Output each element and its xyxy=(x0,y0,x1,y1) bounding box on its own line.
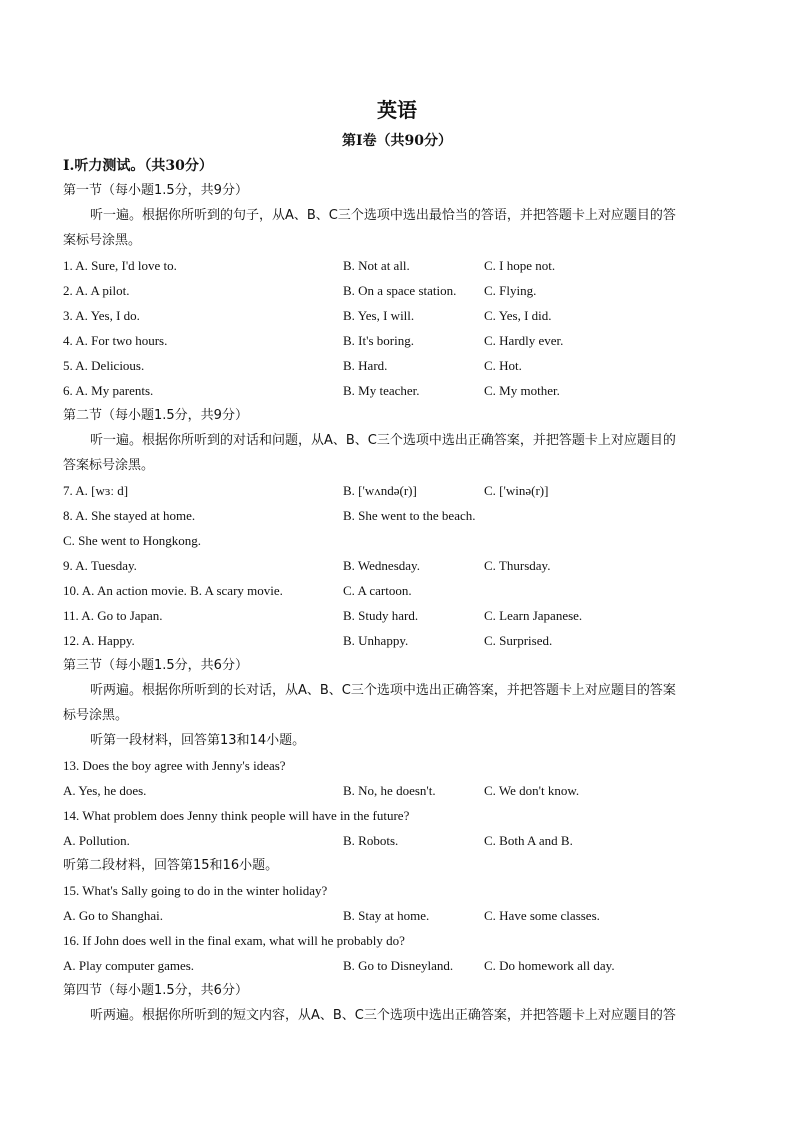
q2-option-b: B. On a space station. xyxy=(343,283,457,298)
q4-option-a: 4. A. For two hours. xyxy=(63,333,168,348)
q15-option-b: B. Stay at home. xyxy=(343,908,430,923)
q3-option-b: B. Yes, I will. xyxy=(343,308,415,323)
part1-heading: Ⅰ.听力测试。（共30分） xyxy=(63,158,213,174)
q1-option-a: 1. A. Sure, I'd love to. xyxy=(63,258,177,273)
q11-option-a: 11. A. Go to Japan. xyxy=(63,608,163,623)
q1-option-c: C. I hope not. xyxy=(484,258,556,273)
section3-instruction-line2: 标号涂黑。 xyxy=(63,708,129,723)
q5-option-a: 5. A. Delicious. xyxy=(63,358,145,373)
q6-option-c: C. My mother. xyxy=(484,383,560,398)
q2-option-a: 2. A. A pilot. xyxy=(63,283,130,298)
section3-title: 第三节（每小题1.5分，共6分） xyxy=(63,658,248,673)
q12-option-c: C. Surprised. xyxy=(484,633,553,648)
section2-instruction-line1: 听一遍。根据你所听到的对话和问题，从A、B、C三个选项中选出正确答案，并把答题卡上对应题目的 xyxy=(90,433,676,448)
section3-instruction-line1: 听两遍。根据你所听到的长对话，从A、B、C三个选项中选出正确答案，并把答题卡上对应题目的答案 xyxy=(90,683,676,698)
q14-option-b: B. Robots. xyxy=(343,833,399,848)
q11-option-b: B. Study hard. xyxy=(343,608,419,623)
q14-option-c: C. Both A and B. xyxy=(484,833,573,848)
section4-title: 第四节（每小题1.5分，共6分） xyxy=(63,983,248,998)
q7-option-a: 7. A. [wɜː d] xyxy=(63,483,129,498)
q15-option-a: A. Go to Shanghai. xyxy=(63,908,164,923)
q16-option-a: A. Play computer games. xyxy=(63,958,195,973)
section1-title: 第一节（每小题1.5分，共9分） xyxy=(63,183,248,198)
q10-option-c: C. A cartoon. xyxy=(343,583,412,598)
q13-option-a: A. Yes, he does. xyxy=(63,783,147,798)
q5-option-c: C. Hot. xyxy=(484,358,522,373)
q2-option-c: C. Flying. xyxy=(484,283,537,298)
q13-option-c: C. We don't know. xyxy=(484,783,580,798)
q8-option-a: 8. A. She stayed at home. xyxy=(63,508,196,523)
q16-option-b: B. Go to Disneyland. xyxy=(343,958,454,973)
q13-option-b: B. No, he doesn't. xyxy=(343,783,436,798)
q6-option-a: 6. A. My parents. xyxy=(63,383,154,398)
material2-note: 听第二段材料，回答第15和16小题。 xyxy=(63,858,279,873)
q3-option-a: 3. A. Yes, I do. xyxy=(63,308,140,323)
q1-option-b: B. Not at all. xyxy=(343,258,410,273)
section4-instruction-line1: 听两遍。根据你所听到的短文内容，从A、B、C三个选项中选出正确答案，并把答题卡上对应题目的答 xyxy=(90,1008,676,1023)
q3-option-c: C. Yes, I did. xyxy=(484,308,552,323)
q16-option-c: C. Do homework all day. xyxy=(484,958,615,973)
q14-option-a: A. Pollution. xyxy=(63,833,130,848)
q7-option-b: B. ['wʌndə(r)] xyxy=(343,483,417,498)
section2-instruction-line2: 答案标号涂黑。 xyxy=(63,458,155,473)
q16-question: 16. If John does well in the final exam, what will he probably do? xyxy=(63,933,405,948)
material1-note: 听第一段材料，回答第13和14小题。 xyxy=(90,733,306,748)
page-title: 英语 xyxy=(377,98,417,122)
q12-option-b: B. Unhappy. xyxy=(343,633,409,648)
q8-option-b: B. She went to the beach. xyxy=(343,508,476,523)
q7-option-c: C. ['winə(r)] xyxy=(484,483,549,498)
q15-question: 15. What's Sally going to do in the winter holiday? xyxy=(63,883,328,898)
page-subtitle: 第Ⅰ卷（共90分） xyxy=(341,133,453,149)
q9-option-c: C. Thursday. xyxy=(484,558,551,573)
section1-instruction-line1: 听一遍。根据你所听到的句子，从A、B、C三个选项中选出最恰当的答语，并把答题卡上对应题目的答 xyxy=(90,208,676,223)
q10-options-ab: 10. A. An action movie. B. A scary movie. xyxy=(63,583,283,598)
q9-option-b: B. Wednesday. xyxy=(343,558,420,573)
q4-option-b: B. It's boring. xyxy=(343,333,414,348)
q8-option-c: C. She went to Hongkong. xyxy=(63,533,201,548)
q6-option-b: B. My teacher. xyxy=(343,383,420,398)
q15-option-c: C. Have some classes. xyxy=(484,908,600,923)
q9-option-a: 9. A. Tuesday. xyxy=(63,558,137,573)
q5-option-b: B. Hard. xyxy=(343,358,388,373)
q13-question: 13. Does the boy agree with Jenny's ideas? xyxy=(63,758,286,773)
q12-option-a: 12. A. Happy. xyxy=(63,633,135,648)
q11-option-c: C. Learn Japanese. xyxy=(484,608,583,623)
q4-option-c: C. Hardly ever. xyxy=(484,333,564,348)
section2-title: 第二节（每小题1.5分，共9分） xyxy=(63,408,248,423)
q14-question: 14. What problem does Jenny think people will have in the future? xyxy=(63,808,410,823)
section1-instruction-line2: 案标号涂黑。 xyxy=(63,233,142,248)
